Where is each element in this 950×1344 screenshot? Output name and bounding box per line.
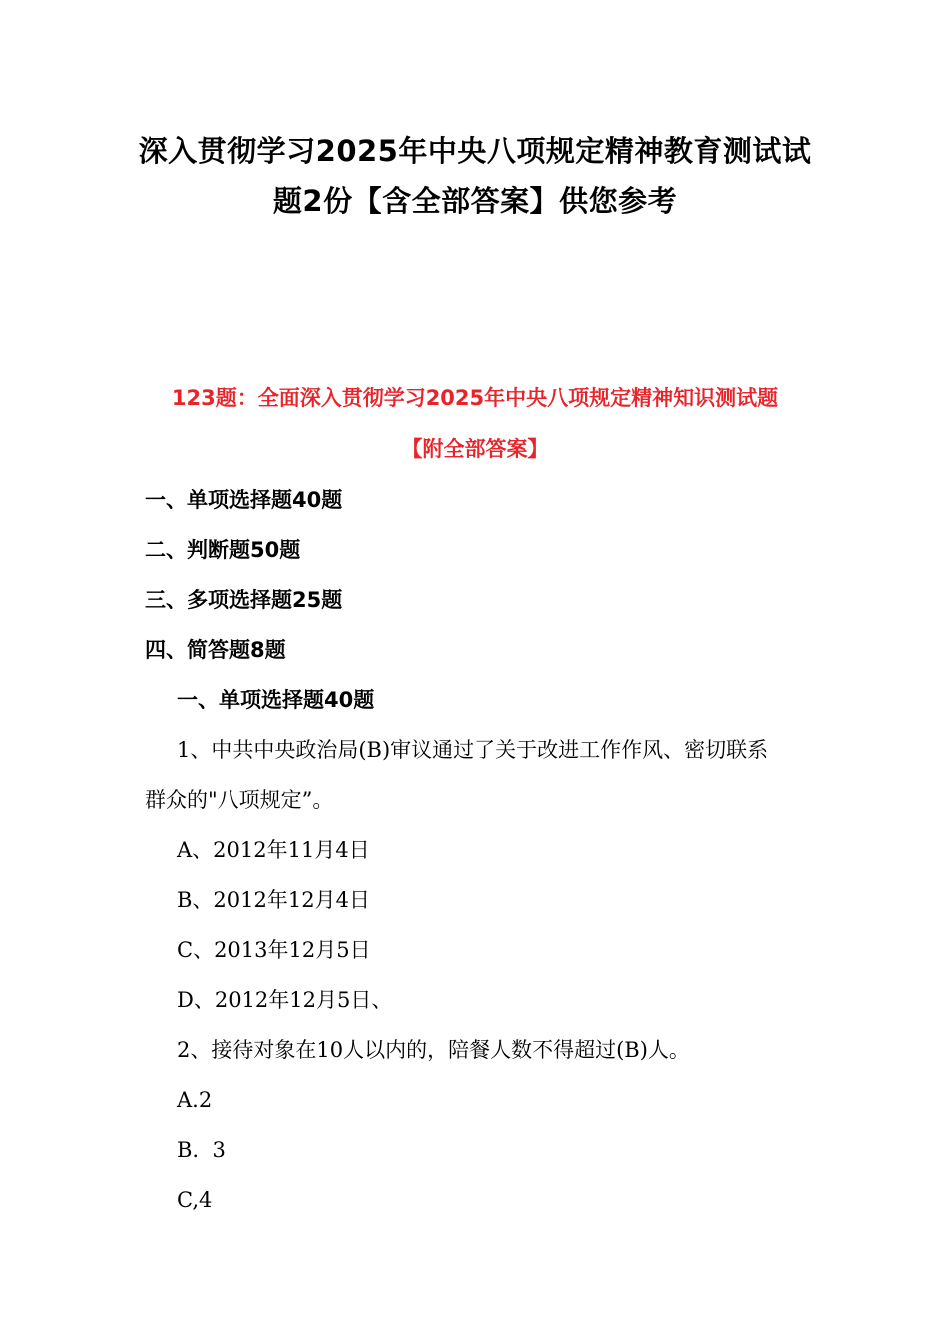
question-2-option-c: C,4 — [177, 1188, 213, 1212]
document-title-line-1: 深入贯彻学习2025年中央八项规定精神教育测试试 — [138, 134, 812, 168]
quiz-subtitle-line-2: 【附全部答案】 — [401, 437, 549, 461]
outline-item-short-answer: 四、简答题8题 — [145, 638, 286, 662]
outline-item-single-choice: 一、单项选择题40题 — [145, 488, 343, 512]
quiz-subtitle-line-1: 123题：全面深入贯彻学习2025年中央八项规定精神知识测试题 — [171, 386, 779, 410]
question-1-option-a: A、2012年11月4日 — [177, 838, 370, 862]
outline-item-true-false: 二、判断题50题 — [145, 538, 301, 562]
question-1-option-d: D、2012年12月5日、 — [177, 988, 393, 1012]
outline-item-multiple-choice: 三、多项选择题25题 — [145, 588, 343, 612]
document-title-line-2: 题2份【含全部答案】供您参考 — [272, 184, 678, 218]
question-2-stem: 2、接待对象在10人以内的，陪餐人数不得超过(B)人。 — [177, 1038, 690, 1062]
question-2-option-a: A.2 — [177, 1088, 213, 1112]
question-1-option-b: B、2012年12月4日 — [177, 888, 370, 912]
question-1-stem-line-1: 1、中共中央政治局(B)审议通过了关于改进工作作风、密切联系 — [177, 738, 769, 762]
question-2-option-b: B. 3 — [177, 1138, 226, 1162]
question-1-option-c: C、2013年12月5日 — [177, 938, 371, 962]
section-heading: 一、单项选择题40题 — [177, 688, 375, 712]
question-1-stem-line-2: 群众的"八项规定”。 — [145, 788, 334, 812]
